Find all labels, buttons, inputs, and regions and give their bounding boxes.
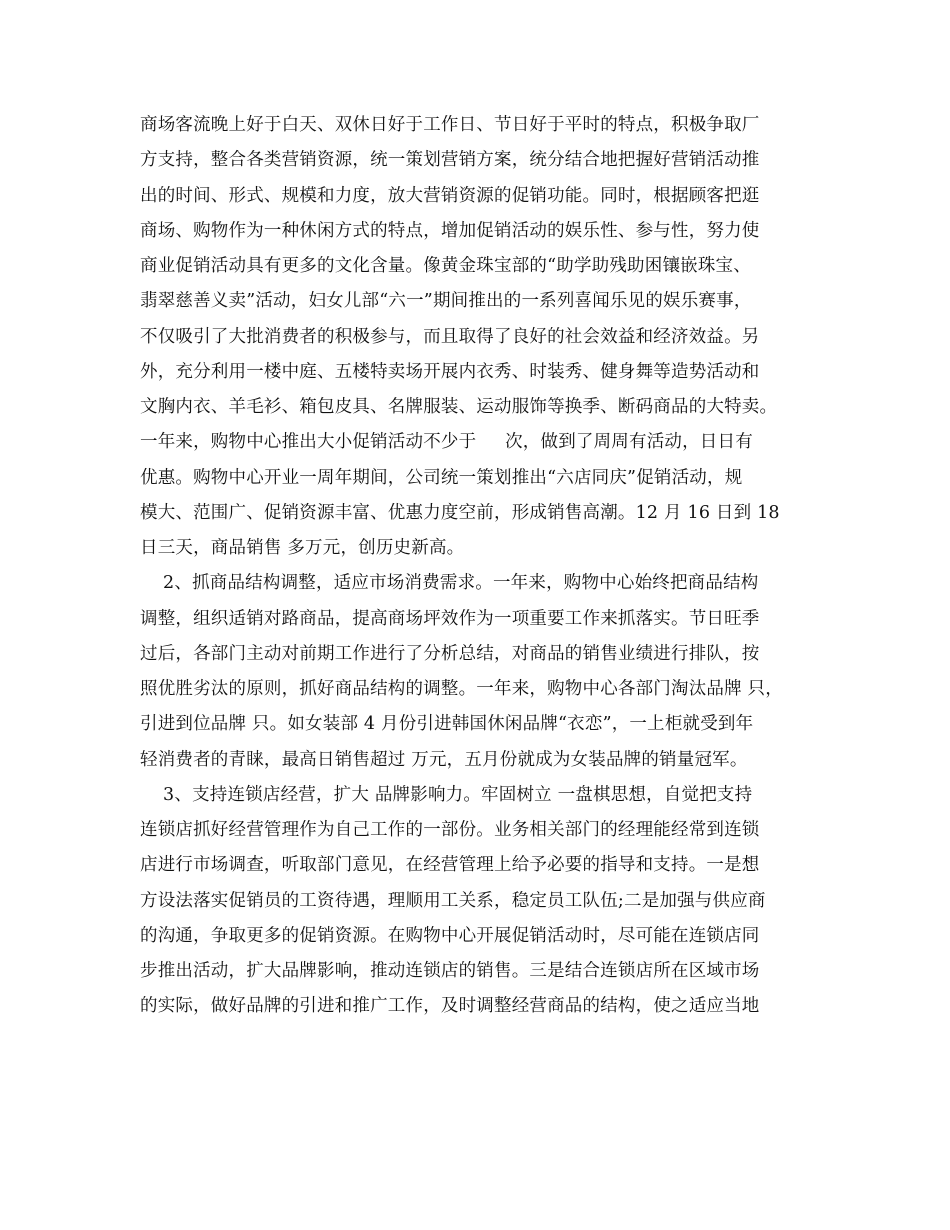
text-line: 调整，组织适销对路商品，提高商场坪效作为一项重要工作来抓落实。节日旺季	[140, 608, 760, 629]
text-line: 方支持，整合各类营销资源，统一策划营销方案，统分结合地把握好营销活动推	[140, 150, 760, 171]
text-line: 商场客流晚上好于白天、双休日好于工作日、节日好于平时的特点，积极争取厂	[140, 115, 760, 135]
text-line: 出的时间、形式、规模和力度，放大营销资源的促销功能。同时，根据顾客把逛	[140, 185, 760, 206]
paragraph-start-line: 2、抓商品结构调整，适应市场消费需求。一年来，购物中心始终把商品结构	[140, 573, 759, 594]
text-line: 连锁店抓好经营管理作为自己工作的一部份。业务相关部门的经理能经常到连锁	[140, 820, 760, 840]
text-line: 文胸内衣、羊毛衫、箱包皮具、名牌服装、运动服饰等换季、断码商品的大特卖。	[140, 397, 778, 417]
text-line: 不仅吸引了大批消费者的积极参与，而且取得了良好的社会效益和经济效益。另	[140, 326, 760, 347]
text-line: 的沟通，争取更多的促销资源。在购物中心开展促销活动时，尽可能在连锁店同	[140, 925, 760, 946]
text-line: 外，充分利用一楼中庭、五楼特卖场开展内衣秀、时装秀、健身舞等造势活动和	[140, 361, 760, 382]
text-line: 商场、购物作为一种休闲方式的特点，增加促销活动的娱乐性、参与性，努力使	[140, 220, 760, 241]
paragraph-start-line: 3、支持连锁店经营，扩大 品牌影响力。牢固树立 一盘棋思想，自觉把支持	[140, 784, 753, 805]
text-line: 轻消费者的青睐，最高日销售超过 万元，五月份就成为女装品牌的销量冠军。	[140, 749, 748, 770]
text-line: 日三天，商品销售 多万元，创历史新高。	[140, 538, 465, 558]
document-body	[140, 108, 812, 1025]
text-line: 的实际，做好品牌的引进和推广工作，及时调整经营商品的结构，使之适应当地	[140, 996, 760, 1017]
text-line: 模大、范围广、促销资源丰富、优惠力度空前，形成销售高潮。12 月 16 日到 18	[140, 502, 780, 523]
text-line: 翡翠慈善义卖”活动，妇女儿部“六一”期间推出的一系列喜闻乐见的娱乐赛事，	[140, 291, 752, 312]
text-line: 过后，各部门主动对前期工作进行了分析总结，对商品的销售业绩进行排队，按	[140, 643, 760, 664]
text-line: 店进行市场调查，听取部门意见，在经营管理上给予必要的指导和支持。一是想	[140, 855, 760, 876]
text-line: 步推出活动，扩大品牌影响，推动连锁店的销售。三是结合连锁店所在区域市场	[140, 961, 760, 981]
text-line: 优惠。购物中心开业一周年期间，公司统一策划推出“六店同庆”促销活动，规	[140, 467, 743, 488]
text-line: 商业促销活动具有更多的文化含量。像黄金珠宝部的“助学助残助困镶嵌珠宝、	[140, 256, 751, 276]
text-line: 方设法落实促销员的工资待遇，理顺用工关系，稳定员工队伍;二是加强与供应商	[140, 890, 766, 911]
text-line: 照优胜劣汰的原则，抓好商品结构的调整。一年来，购物中心各部门淘汰品牌 只，	[140, 679, 783, 699]
text-line: 一年来，购物中心推出大小促销活动不少于 次，做到了周周有活动，日日有	[140, 432, 753, 453]
text-line: 引进到位品牌 只。如女装部 4 月份引进韩国休闲品牌“衣恋”，一上柜就受到年	[140, 714, 754, 735]
